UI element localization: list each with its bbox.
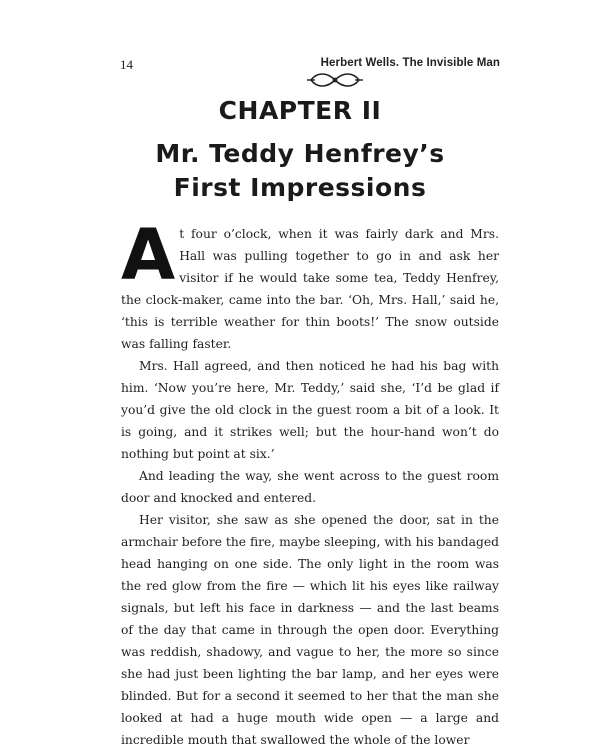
flourish-ornament-icon <box>307 70 363 90</box>
running-head: Herbert Wells. The Invisible Man <box>320 57 500 69</box>
paragraph-3: And leading the way, she went across to the guest room door and knocked and entered. <box>121 469 499 505</box>
drop-cap: A <box>121 214 176 296</box>
paragraph-1-text: t four o’clock, when it was fairly dark and Mrs. Hall was pulling together to go in and ask her visitor if he would take some tea, Teddy Henfrey, the clock-maker, came into the bar. ‘Oh, Mrs. Hall,’ said he, ‘this is terrible weather for thin boots!’ The snow outside was falling faster. <box>121 227 499 351</box>
chapter-number: CHAPTER II <box>218 96 382 125</box>
paragraph-4: Her visitor, she saw as she opened the door, sat in the armchair before the fire, maybe sleeping, with his bandaged head hanging on one side. The only light in the room was the red glow from the fire — which lit his eyes like railway signals, but left his face in darkness — and the last beams of the day that came in through the open door. Everything was reddish, shadowy, and vague to her, the more so since she had just been lighting the bar lamp, and her eyes were blinded. But for a second it seemed to her that the man she looked at had a huge mouth wide open — a large and incredible mouth that swallowed the whole of the lower <box>121 513 499 747</box>
chapter-title-line-1: Mr. Teddy Henfrey’s <box>155 139 445 168</box>
body-text <box>121 214 499 751</box>
chapter-title-line-2: First Impressions <box>173 173 427 202</box>
paragraph-2: Mrs. Hall agreed, and then noticed he had his bag with him. ‘Now you’re here, Mr. Teddy,’ said she, ‘I’d be glad if you’d give the old clock in the guest room a bit of a look. It is going, and it strikes well; but the hour-hand won’t do nothing but point at six.’ <box>121 359 499 461</box>
paragraph-1 <box>121 214 499 355</box>
page-number: 14 <box>120 57 133 72</box>
